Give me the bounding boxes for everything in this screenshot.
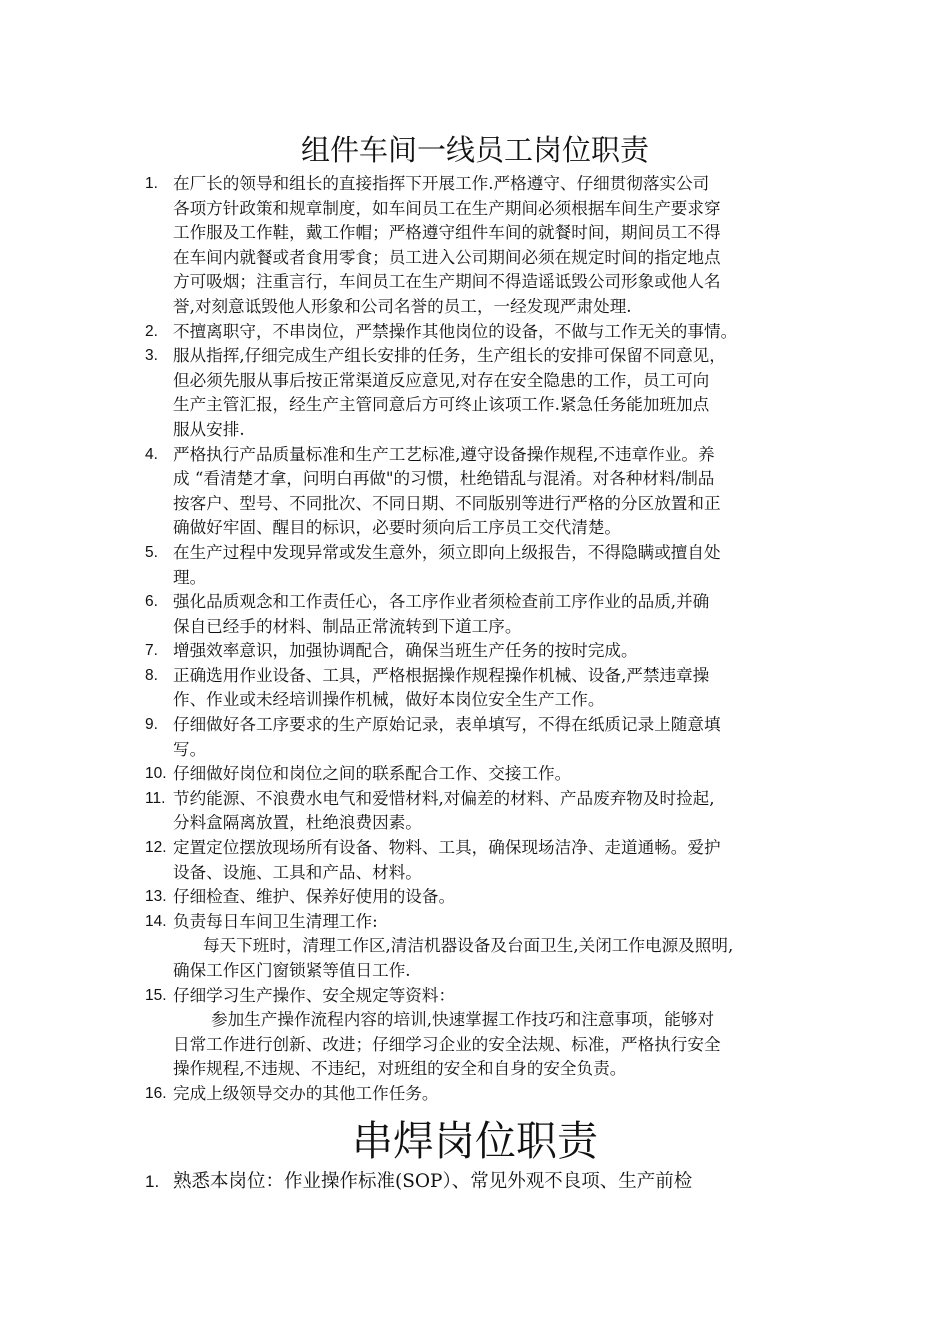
item-number: 7. (145, 642, 158, 660)
item-number: 3. (145, 347, 158, 365)
duty-item (145, 713, 825, 762)
item-text-line: 设备、设施、工具和产品、材料。 (173, 862, 422, 882)
item-number: 14. (145, 912, 167, 930)
item-text-line: 仔细做好各工序要求的生产原始记录，表单填写，不得在纸质记录上随意填 (173, 715, 721, 735)
item-text-line: 在厂长的领导和组长的直接指挥下开展工作.严格遵守、仔细贯彻落实公司 (173, 174, 710, 193)
duty-item (145, 590, 825, 639)
item-number: 13. (145, 888, 167, 906)
duty-item (145, 1168, 825, 1196)
item-number: 11. (145, 789, 166, 807)
item-sub-text-first: 每天下班时，清理工作区,清洁机器设备及台面卫生,关闭工作电源及照明, (203, 936, 734, 956)
duty-item (145, 541, 825, 590)
item-text-line: 工作服及工作鞋，戴工作帽；严格遵守组件车间的就餐时间，期间员工不得 (173, 223, 721, 243)
item-text-line: 分料盒隔离放置，杜绝浪费因素。 (173, 813, 422, 833)
item-text-line: 成 “看清楚才拿，问明白再做"的习惯，杜绝错乱与混淆。对各种材料/制品 (173, 469, 715, 489)
item-text-line: 正确选用作业设备、工具，严格根据操作规程操作机械、设备,严禁违章操 (173, 665, 710, 685)
section1-duties-list (145, 172, 825, 1107)
item-number: 1. (145, 1172, 160, 1191)
duty-item (145, 172, 825, 320)
item-text-line: 确做好牢固、醒目的标识，必要时须向后工序员工交代清楚。 (173, 518, 622, 538)
item-text-line: 方可吸烟；注重言行，车间员工在生产期间不得造谣诋毁公司形象或他人名 (173, 272, 721, 292)
item-text-line: 誉,对刻意诋毁他人形象和公司名誉的员工，一经发现严肃处理. (173, 296, 632, 316)
duty-item (145, 885, 825, 910)
item-number: 5. (145, 543, 158, 561)
duty-item (145, 664, 825, 713)
duty-item (145, 787, 825, 836)
item-text-line: 在车间内就餐或者食用零食；员工进入公司期间必须在规定时间的指定地点 (173, 247, 721, 267)
item-text-line: 按客户、型号、不同批次、不同日期、不同版别等进行严格的分区放置和正 (173, 493, 721, 513)
item-text-line: 熟悉本岗位：作业操作标准(SOP）、常见外观不良项、生产前检 (173, 1171, 693, 1192)
item-number: 4. (145, 445, 158, 463)
item-text-line: 增强效率意识，加强协调配合，确保当班生产任务的按时完成。 (173, 641, 638, 661)
item-text-line: 不擅离职守，不串岗位，严禁操作其他岗位的设备，不做与工作无关的事情。 (173, 321, 738, 341)
item-number: 6. (145, 593, 158, 611)
item-number: 1. (145, 175, 158, 192)
item-text-line: 作、作业或未经培训操作机械，做好本岗位安全生产工作。 (173, 690, 605, 710)
item-text-line: 仔细做好岗位和岗位之间的联系配合工作、交接工作。 (173, 764, 572, 784)
duty-item (145, 443, 825, 541)
item-text-line: 定置定位摆放现场所有设备、物料、工具，确保现场洁净、走道通畅。爱护 (173, 838, 721, 858)
section1-title: 组件车间一线员工岗位职责 (300, 133, 649, 167)
item-number: 2. (145, 322, 158, 340)
item-text-line: 严格执行产品质量标准和生产工艺标准,遵守设备操作规程,不违章作业。养 (173, 444, 715, 464)
item-sub-text-line: 日常工作进行创新、改进；仔细学习企业的安全法规、标准，严格执行安全 (173, 1034, 721, 1054)
item-text-line: 仔细检查、维护、保养好使用的设备。 (173, 887, 456, 907)
item-number: 10. (145, 765, 167, 783)
item-text-line: 但必须先服从事后按正常渠道反应意见,对存在安全隐患的工作，员工可向 (173, 370, 710, 390)
section2-title: 串焊岗位职责 (352, 1117, 598, 1165)
duty-item (145, 320, 825, 345)
item-text-line: 写。 (173, 739, 207, 759)
item-text-line: 理。 (173, 567, 207, 587)
item-text-line: 负责每日车间卫生清理工作: (173, 911, 378, 931)
item-number: 9. (145, 716, 158, 734)
item-text-line: 完成上级领导交办的其他工作任务。 (173, 1083, 439, 1103)
duty-item (145, 344, 825, 442)
item-text-line: 强化品质观念和工作责任心，各工序作业者须检查前工序作业的品质,并确 (173, 592, 710, 612)
item-sub-text-first: 参加生产操作流程内容的培训,快速掌握工作技巧和注意事项，能够对 (211, 1010, 715, 1030)
item-text-line: 节约能源、不浪费水电气和爱惜材料,对偏差的材料、产品废弃物及时捡起, (173, 788, 715, 808)
item-text-line: 保自已经手的材料、制品正常流转到下道工序。 (173, 616, 522, 636)
duty-item (145, 910, 825, 984)
duty-item (145, 762, 825, 787)
duty-item (145, 836, 825, 885)
item-number: 8. (145, 666, 158, 684)
item-text-line: 仔细学习生产操作、安全规定等资料： (173, 985, 456, 1005)
item-sub-text-line: 确保工作区门窗锁紧等值日工作. (173, 961, 411, 980)
item-text-line: 生产主管汇报，经生产主管同意后方可终止该项工作.紧急任务能加班加点 (173, 395, 710, 415)
item-text-line: 各项方针政策和规章制度，如车间员工在生产期间必须根据车间生产要求穿 (173, 198, 721, 218)
duty-item (145, 984, 825, 1082)
item-number: 12. (145, 839, 167, 857)
duty-item (145, 1082, 825, 1107)
section2-duties-list (145, 1168, 825, 1196)
item-number: 16. (145, 1084, 167, 1102)
item-text-line: 服从安排. (173, 419, 245, 439)
item-number: 15. (145, 986, 167, 1004)
item-sub-text-line: 操作规程,不违规、不违纪，对班组的安全和自身的安全负责。 (173, 1059, 627, 1079)
item-text-line: 在生产过程中发现异常或发生意外，须立即向上级报告，不得隐瞒或擅自处 (173, 542, 721, 562)
item-text-line: 服从指挥,仔细完成生产组长安排的任务，生产组长的安排可保留不同意见， (173, 346, 726, 366)
duty-item (145, 639, 825, 664)
